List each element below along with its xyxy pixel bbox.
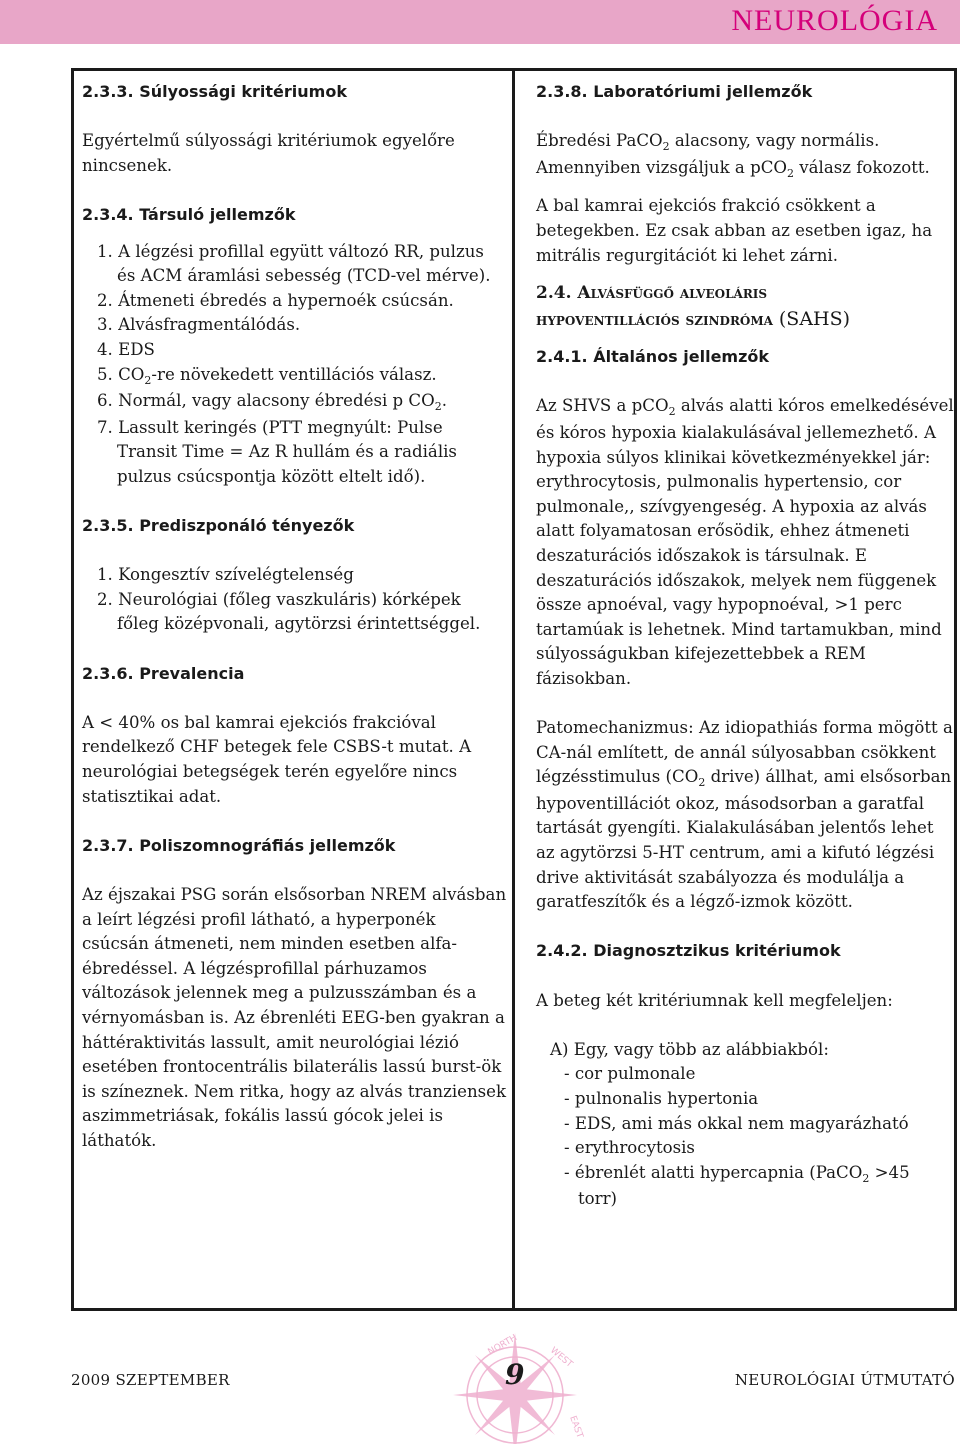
criteria-a: A) Egy, vagy több az alábbiakból: — [550, 1039, 829, 1059]
paragraph-lab-1: Ébredési PaCO$_2$ alacsony, vagy normális. Amennyiben vizsgáljuk a pCO$_2$ válasz fokozott. — [536, 131, 930, 180]
compass-label: WEST — [548, 1345, 575, 1370]
criteria-item: - pulnonalis hypertonia — [564, 1088, 759, 1108]
heading-2-3-8: 2.3.8. Laboratóriumi jellemzők — [536, 82, 813, 101]
left-column — [82, 80, 507, 1154]
page-number: 9 — [505, 1358, 525, 1391]
criteria-item: - ébrenlét alatti hypercapnia (PaCO$_2$ >45 — [564, 1162, 910, 1185]
criteria-item: - cor pulmonale — [564, 1064, 696, 1084]
compass-label: NORTH — [486, 1333, 519, 1358]
heading-2-3-6: 2.3.6. Prevalencia — [82, 663, 245, 683]
paragraph-shvs: Az SHVS a pCO$_2$ alvás alatti kóros emelkedésével és kóros hypoxia kialakulásával jellemezhető. A hypoxia súlyos klinikai következményekkel jár: erythrocytosis, pulmonalis hypertensio, cor pulmonale,, szívgyengeség. A hypoxia az alvás alatt folyamatosan erősödik, ehhez átmeneti deszaturációs időszakok is társulnak. E deszaturációs időszakok, melyek nem függenek össze apnoéval, vagy hypopnoéval, >1 perc tartamúak is lehetnek. Mind tartamukban, mind súlyosságukban kifejezettebbek a REM fázisokban. — [536, 396, 954, 688]
section-title: NEUROLÓGIA — [731, 4, 938, 37]
heading-2-3-4: 2.3.4. Társuló jellemzők — [82, 204, 296, 224]
list-item: 5. $CO_2-re$ növekedett ventillációs válasz. — [97, 364, 437, 387]
criteria-item-continuation: torr) — [578, 1189, 617, 1209]
footer-publication: NEUROLÓGIAI ÚTMUTATÓ — [734, 1371, 955, 1389]
heading-2-4: 2.4. Alvásfüggő alveoláris hypoventillációs szindróma (SAHS) — [536, 283, 851, 331]
list-item: 7. Lassult keringés (PTT megnyúlt: Pulse Transit Time = Az R hullám és a radiális pulzus csúcspontja között eltelt idő). — [97, 417, 457, 486]
list-item: 1. Kongesztív szívelégtelenség — [97, 565, 354, 585]
column-divider — [512, 68, 515, 1311]
list-item: 2. Átmeneti ébredés a hypernoék csúcsán. — [97, 290, 454, 310]
paragraph-pathomechanism: Patomechanizmus: Az idiopathiás forma mögött a CA-nál említett, de annál súlyosabban csökkent légzésstimulus ($CO_2$ drive) állhat, ami elsősorban hypoventillációt okoz, másodsorban a garatfal tartását gyengíti. Kialakulásában jelentős lehet az agytörzsi 5-HT centrum, ami a kifutó légzési drive aktivitását szabályozza és modulálja a garatfeszítők és a légző-izmok között. — [536, 718, 953, 912]
list-item: 4. EDS — [97, 339, 155, 359]
paragraph-prevalence: A < 40% os bal kamrai ejekciós frakcióval rendelkező CHF betegek fele CSBS-t mutat. A neurológiai betegségek terén egyelőre nincs statisztikai adat. — [82, 712, 472, 806]
right-column — [536, 80, 956, 1212]
list-item: 3. Alvásfragmentálódás. — [97, 315, 301, 335]
heading-2-4-2: 2.4.2. Diagnosztzikus kritériumok — [536, 941, 841, 961]
paragraph-psg: Az éjszakai PSG során elsősorban NREM alvásban a leírt légzési profil látható, a hyperponék csúcsán átmeneti, nem minden esetben alfa-ébredéssel. A légzésprofillal párhuzamos változások jelennek meg a pulzusszámban és a vérnyomásban is. Az ébrenléti EEG-ben gyakran a háttéraktivitás lassult, amit neurológiai lézió esetében frontocentrális bilaterális lassú burst-ök is színeznek. Nem ritka, hogy az alvás tranziensek aszimmetriásak, fokális lassú gócok jelei is láthatók. — [82, 885, 507, 1150]
list-item: 2. Neurológiai (főleg vaszkuláris) kórképek főleg középvonali, agytörzsi érintettséggel. — [97, 589, 481, 634]
paragraph-severity: Egyértelmű súlyossági kritériumok egyelőre nincsenek. — [82, 131, 455, 175]
list-item: 6. Normál, vagy alacsony ébredési p $CO_2$. — [97, 391, 448, 414]
criteria-item: - EDS, ami más okkal nem magyarázható — [564, 1113, 909, 1133]
heading-2-3-7: 2.3.7. Poliszomnográfiás jellemzők — [82, 835, 396, 855]
compass-label: EAST — [567, 1414, 585, 1440]
heading-2-3-3: 2.3.3. Súlyossági kritériumok — [82, 82, 347, 101]
criteria-item: - erythrocytosis — [564, 1138, 695, 1158]
footer-date: 2009 SZEPTEMBER — [71, 1371, 230, 1389]
paragraph-lab-2: A bal kamrai ejekciós frakció csökkent a betegekben. Ez csak abban az esetben igaz, ha mitrális regurgitációt ki lehet zárni. — [536, 196, 933, 265]
heading-2-3-5: 2.3.5. Prediszponáló tényezők — [82, 516, 355, 536]
paragraph-criteria-intro: A beteg két kritériumnak kell megfeleljen: — [536, 990, 893, 1010]
heading-2-4-1: 2.4.1. Általános jellemzők — [536, 347, 770, 367]
list-item: 1. A légzési profillal együtt változó RR, pulzus és ACM áramlási sebesség (TCD-vel mérve). — [97, 241, 491, 286]
